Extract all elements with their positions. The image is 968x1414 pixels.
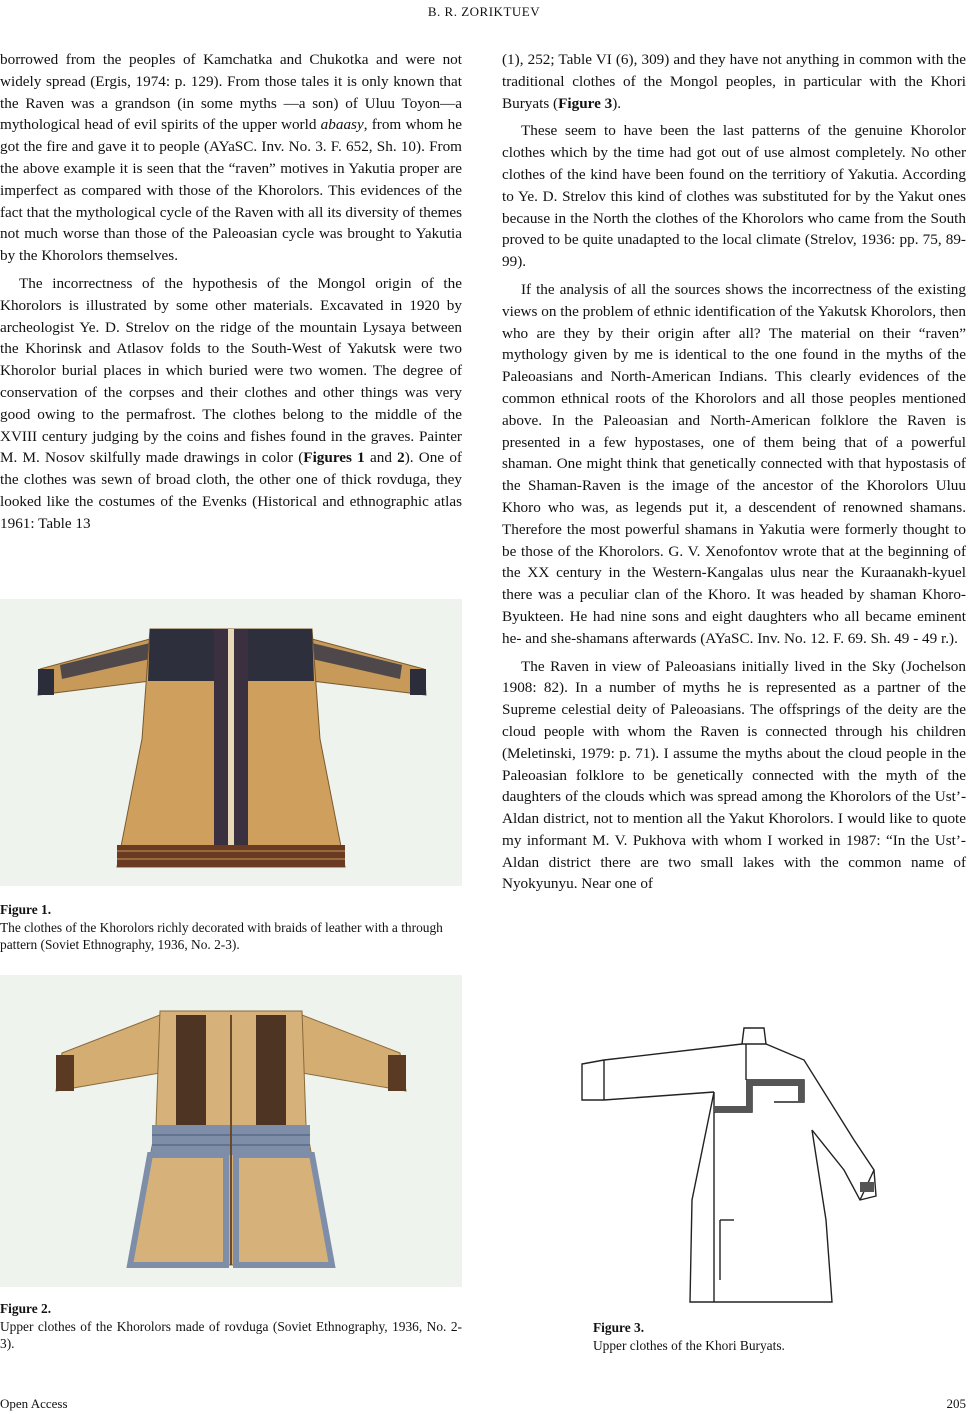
figure-3-label: Figure 3.	[593, 1320, 645, 1335]
figure-1-caption	[0, 901, 462, 954]
khorolor-coat-cloth-illustration	[0, 599, 462, 886]
footer-open-access: Open Access	[0, 1396, 68, 1411]
figure-2-caption-text: Upper clothes of the Khorolors made of rovduga (Soviet Ethnography, 1936, No. 2-3).	[0, 1318, 462, 1351]
left-p2-text-b: ). One of the clothes was sewn of broad cloth, the other one of thick rovduga, they looked like the costumes of the Evenks (Historical and ethnographic atlas 1961: Table 13	[0, 449, 462, 532]
figure-1-caption-text: The clothes of the Khorolors richly decorated with braids of leather with a through pattern (Soviet Ethnography, 1936, No. 2-3).	[0, 919, 443, 952]
right-paragraph-4: The Raven in view of Paleoasians initially lived in the Sky (Jochelson 1908: 82). In a number of myths he is represented as a partner of the Supreme celestial deity of Paleoasians. The offsprings of the deity are the cloud people with whom the Raven is connected through his children (Meletinski, 1979: p. 71). I assume the myths about the cloud people in the Paleoasian folklore to be genetically connected with the myth of the daughters of the clouds which was spread among the Khorolors of the Ust’-Aldan district, not to mention all the Yakut Khorolors. I would like to quote my informant M. V. Pukhova with whom I worked in 1987: “In the Ust’-Aldan district there are two small lakes with the common name of Nyokyunyu. Near one of	[502, 657, 966, 893]
left-paragraph-2	[0, 273, 462, 535]
figure-2-image	[0, 975, 462, 1287]
left-p1-rest: , from whom he got the fire and gave it to people (AYaSC. Inv. No. 3. F. 652, Sh. 10). From the above example it is seen that the “raven” motives in Yakutia proper are imperfect as compared with those of the Khorolors. This evidences of the fact that the mythological cycle of the Raven with all its diversity of themes not much worse than those of the Paleoasian cycle was brought to Yakutia by the Khorolors themselves.	[0, 116, 462, 265]
figure-3-image	[564, 1020, 904, 1310]
figure-3-caption-text: Upper clothes of the Khori Buryats.	[593, 1337, 785, 1353]
figure-1-label: Figure 1.	[0, 902, 52, 917]
figure-3-caption	[593, 1319, 953, 1354]
right-paragraph-1	[502, 49, 966, 114]
figure-1-reference[interactable]: Figures 1	[303, 449, 365, 467]
left-paragraph-1	[0, 49, 462, 267]
right-column	[502, 49, 966, 901]
footer-page-number: 205	[946, 1396, 966, 1411]
figure-2-reference[interactable]: 2	[397, 449, 405, 467]
khori-buryat-robe-drawing	[564, 1020, 904, 1310]
khorolor-coat-rovduga-illustration	[0, 975, 462, 1287]
left-p1-text: borrowed from the peoples of Kamchatka and Chukotka and were not widely spread (Ergis, 1974: p. 129). From those tales it is only known that the Raven was a grandson (in some myths —a son) of Uluu Toyon—a mythological head of evil spirits of the upper world	[0, 51, 462, 134]
left-column	[0, 49, 462, 541]
right-paragraph-3: If the analysis of all the sources shows the incorrectness of the existing views on the problem of ethnic identification of the Yakutsk Khorolors, then who are they by their origin after all? The material on their “raven” mythology given by me is identical to the one found in the myths of the Paleoasians and North-American Indians. This clearly evidences of the common ethnical roots of the Khorolors and all those peoples mentioned above. In the Paleoasian and North-American folklore the Raven is presented in a few hypostases, one of them being that of a powerful shaman. One might think that genetically connected with that hypostasis of the Shaman-Raven is the image of the ancestor of the Khorolors Uluu Khoro who was, as legends put it, a descendent of renowned shamans. Therefore the most powerful shamans in Yakutia were formerly thought to be those of the Khorolors. G. V. Xenofontov wrote that at the beginning of the XX century in the Western-Kangalas ulus near the Kuraanakh-kyuel there was a peculiar clan of the Khoro. It was headed by shaman Khoro-Byukteen. He had nine sons and eight daughters who all became eminent he- and she-shamans afterwards (AYaSC. Inv. No. 12. F. 69. Sh. 49 - 49 r.).	[502, 280, 966, 647]
figure-3-reference[interactable]: Figure 3	[558, 94, 613, 112]
right-paragraph-2: These seem to have been the last patterns of the genuine Khorolor clothes which by the time had got out of use almost completely. No other clothes of the kind have been found on the territiory of Yakutia. According to Ye. D. Strelov this kind of clothes was substituted for by the Yakut ones because in the North the clothes of the Khorolors who came from the South proved to be quite unadapted to the local climate (Strelov, 1936: pp. 75, 89-99).	[502, 122, 966, 271]
figure-2-caption	[0, 1300, 462, 1353]
right-p1-text-a: (1), 252; Table VI (6), 309) and they have not anything in common with the traditional clothes of the Mongol peoples, in particular with the Khori Buryats (	[502, 51, 966, 112]
figure-2-label: Figure 2.	[0, 1301, 52, 1316]
left-p2-text-a: The incorrectness of the hypothesis of the Mongol origin of the Khorolors is illustrated by some other materials. Excavated in 1920 by archeologist Ye. D. Strelov on the ridge of the mountain Lysaya between the Khorinsk and Atlasov folds to the South-West of Yakutsk were two Khorolor burial places in which buried were two women. The degree of conservation of the corpses and their clothes and other things was very good owing to the permafrost. The clothes belong to the middle of the XVIII century judging by the coins and fishes found in the graves. Painter M. M. Nosov skilfully made drawings in color (	[0, 274, 462, 467]
running-head: B. R. ZORIKTUEV	[427, 4, 541, 19]
left-p2-and: and	[364, 449, 398, 467]
right-p1-text-b: ).	[612, 94, 622, 112]
italic-term-abaasy: abaasy	[320, 116, 364, 134]
figure-1-image	[0, 599, 462, 886]
